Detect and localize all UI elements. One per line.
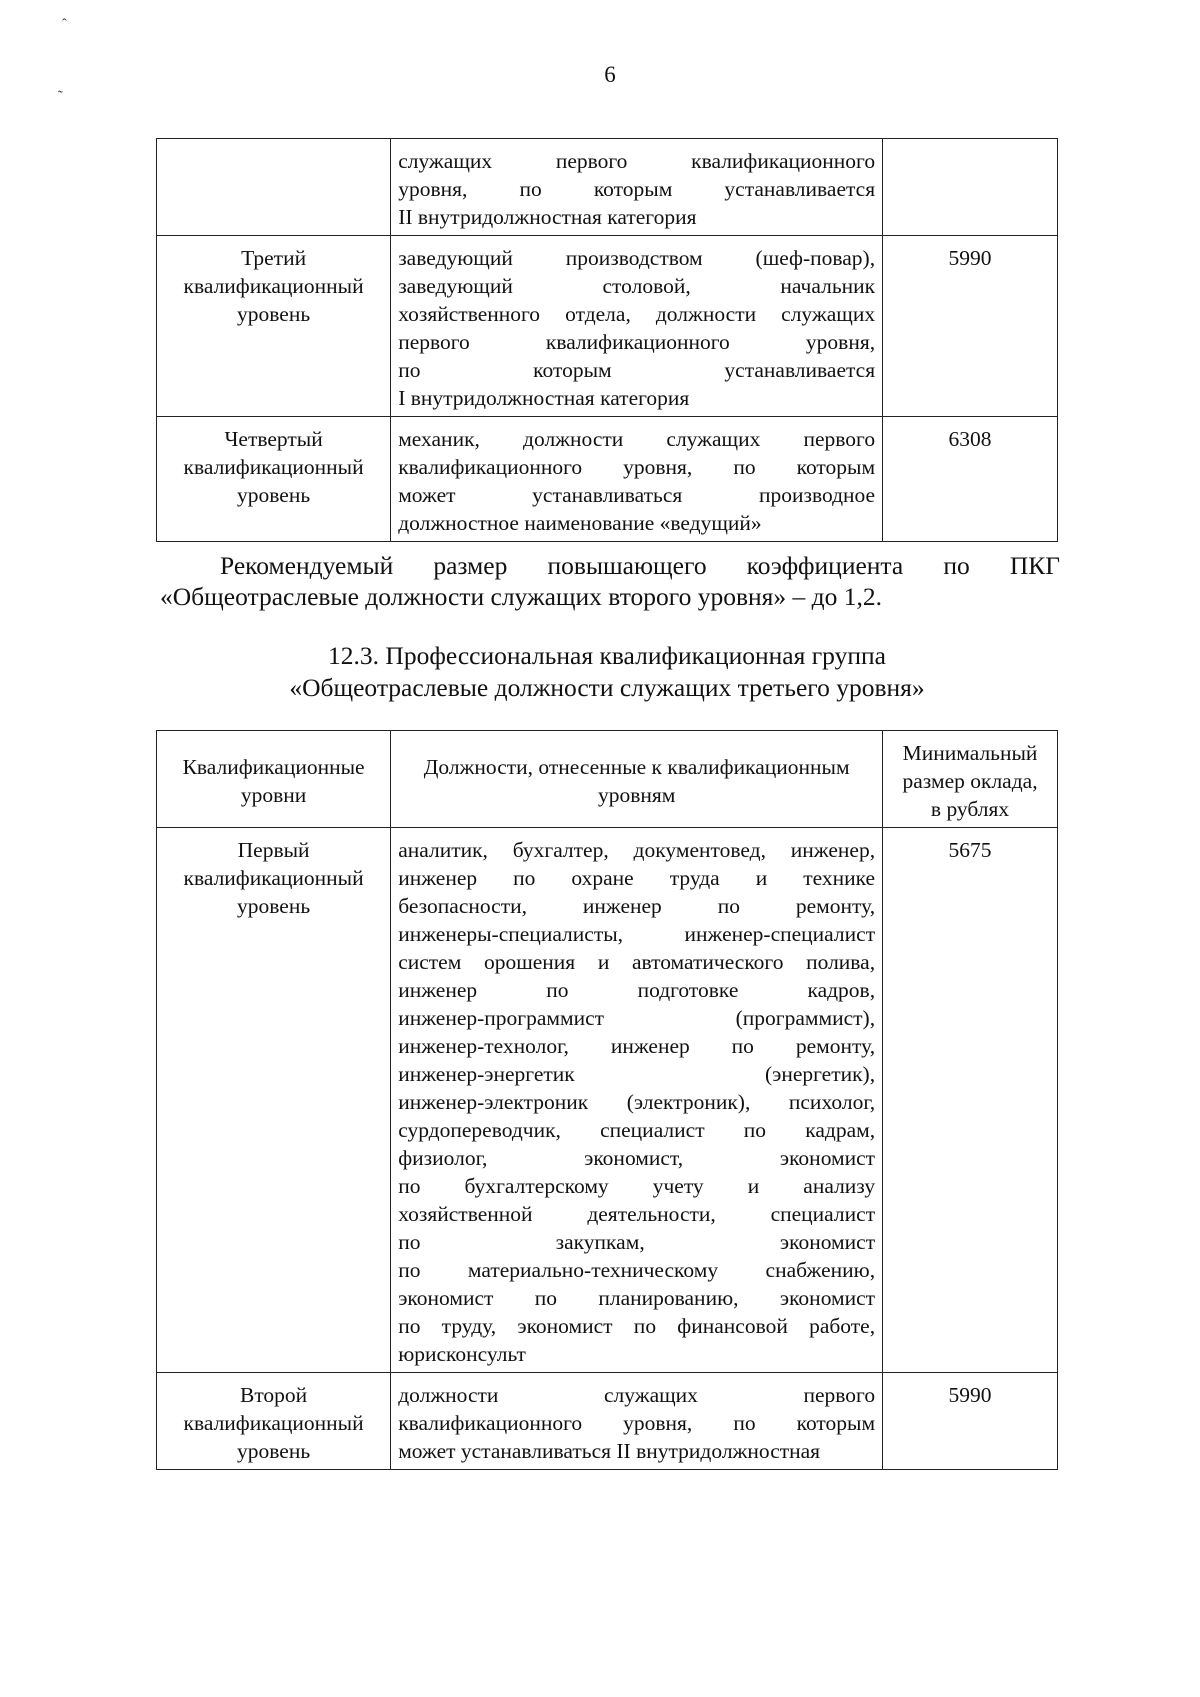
positions-line: по закупкам, экономист [398,1230,876,1254]
positions-line: хозяйственной деятельности, специалист [398,1202,876,1226]
page-number: 6 [604,62,616,87]
positions-line: юрисконсульт [398,1342,526,1366]
table-row [157,139,1058,236]
positions-line: инженер-программист (программист), [398,1006,876,1030]
salary-cell: 5675 [883,828,1058,1373]
header-levels [157,731,391,828]
positions-line: аналитик, бухгалтер, документовед, инженер, [398,838,876,862]
header-line: Минимальный [902,741,1038,765]
level-line: Четвертый [224,427,323,451]
positions-line: может устанавливаться II внутридолжностная [398,1439,821,1463]
header-line: размер оклада, [902,769,1038,793]
positions-line: II внутридолжностная категория [398,205,697,229]
positions-line: квалификационного уровня, по которым [398,1411,876,1435]
level-line: квалификационный [183,455,364,479]
positions-line: механик, должности служащих первого [398,427,876,451]
positions-line: заведующий производством (шеф-повар), [398,246,876,270]
level-line: Первый [237,838,310,862]
positions-line: экономист по планированию, экономист [398,1286,876,1310]
positions-line: заведующий столовой, начальник [398,274,876,298]
level-cell [157,236,391,417]
positions-line: по труду, экономист по финансовой работе, [398,1314,876,1338]
positions-line: должности служащих первого [398,1383,876,1407]
level-cell [157,139,391,236]
positions-cell [391,828,883,1373]
positions-line: инженер-технолог, инженер по ремонту, [398,1034,876,1058]
positions-line: по материально-техническому снабжению, [398,1258,876,1282]
header-salary [883,731,1058,828]
section-heading [156,640,1058,704]
header-line: Должности, отнесенные к квалификационным [423,755,850,779]
positions-line: сурдопереводчик, специалист по кадрам, [398,1118,876,1142]
positions-line: инженеры-специалисты, инженер-специалист [398,922,876,946]
positions-cell [391,1373,883,1470]
table-row [157,236,1058,417]
table-row [157,417,1058,542]
level-line: квалификационный [183,1411,364,1435]
header-line: в рублях [930,797,1010,821]
table-row [157,828,1058,1373]
positions-line: I внутридолжностная категория [398,386,690,410]
positions-line: систем орошения и автоматического полива, [398,950,876,974]
positions-table-second-level [156,138,1058,542]
level-line: уровень [237,1439,311,1463]
level-cell [157,417,391,542]
table-row [157,1373,1058,1470]
positions-line: безопасности, инженер по ремонту, [398,894,876,918]
level-cell [157,828,391,1373]
positions-cell [391,139,883,236]
positions-line: должностное наименование «ведущий» [398,511,762,535]
table-header-row [157,731,1058,828]
positions-line: инженер-электроник (электроник), психолог, [398,1090,876,1114]
positions-line: служащих первого квалификационного [398,149,876,173]
header-line: уровни [240,783,307,807]
positions-cell [391,417,883,542]
header-line: Квалификационные [182,755,365,779]
positions-line: физиолог, экономист, экономист [398,1146,876,1170]
level-line: уровень [237,302,311,326]
paragraph-line: Рекомендуемый размер повышающего коэффициента по ПКГ [220,551,1060,580]
level-line: уровень [237,483,311,507]
positions-line: по которым устанавливается [398,358,876,382]
scan-mark: ˆ [62,17,67,32]
positions-line: инженер по охране труда и технике [398,866,876,890]
level-line: уровень [237,894,311,918]
positions-line: инженер по подготовке кадров, [398,978,876,1002]
level-line: Третий [241,246,307,270]
paragraph-line: «Общеотраслевые должности служащих второго уровня» – до 1,2. [160,582,882,611]
positions-line: инженер-энергетик (энергетик), [398,1062,876,1086]
coefficient-paragraph [160,550,1060,612]
level-line: квалификационный [183,866,364,890]
positions-table-third-level [156,730,1058,1470]
salary-cell: 5990 [883,236,1058,417]
positions-line: по бухгалтерскому учету и анализу [398,1174,876,1198]
heading-line: 12.3. Профессиональная квалификационная группа [328,641,886,670]
positions-cell [391,236,883,417]
positions-line: хозяйственного отдела, должности служащих [398,302,876,326]
salary-cell: 6308 [883,417,1058,542]
salary-cell: 5990 [883,1373,1058,1470]
positions-line: квалификационного уровня, по которым [398,455,876,479]
salary-cell [883,139,1058,236]
scan-mark: ˜ [58,89,63,104]
positions-line: может устанавливаться производное [398,483,876,507]
level-cell [157,1373,391,1470]
positions-line: уровня, по которым устанавливается [398,177,876,201]
positions-line: первого квалификационного уровня, [398,330,876,354]
level-line: Второй [239,1383,308,1407]
header-positions [391,731,883,828]
header-line: уровням [597,783,676,807]
heading-line: «Общеотраслевые должности служащих третьего уровня» [289,673,925,702]
level-line: квалификационный [183,274,364,298]
